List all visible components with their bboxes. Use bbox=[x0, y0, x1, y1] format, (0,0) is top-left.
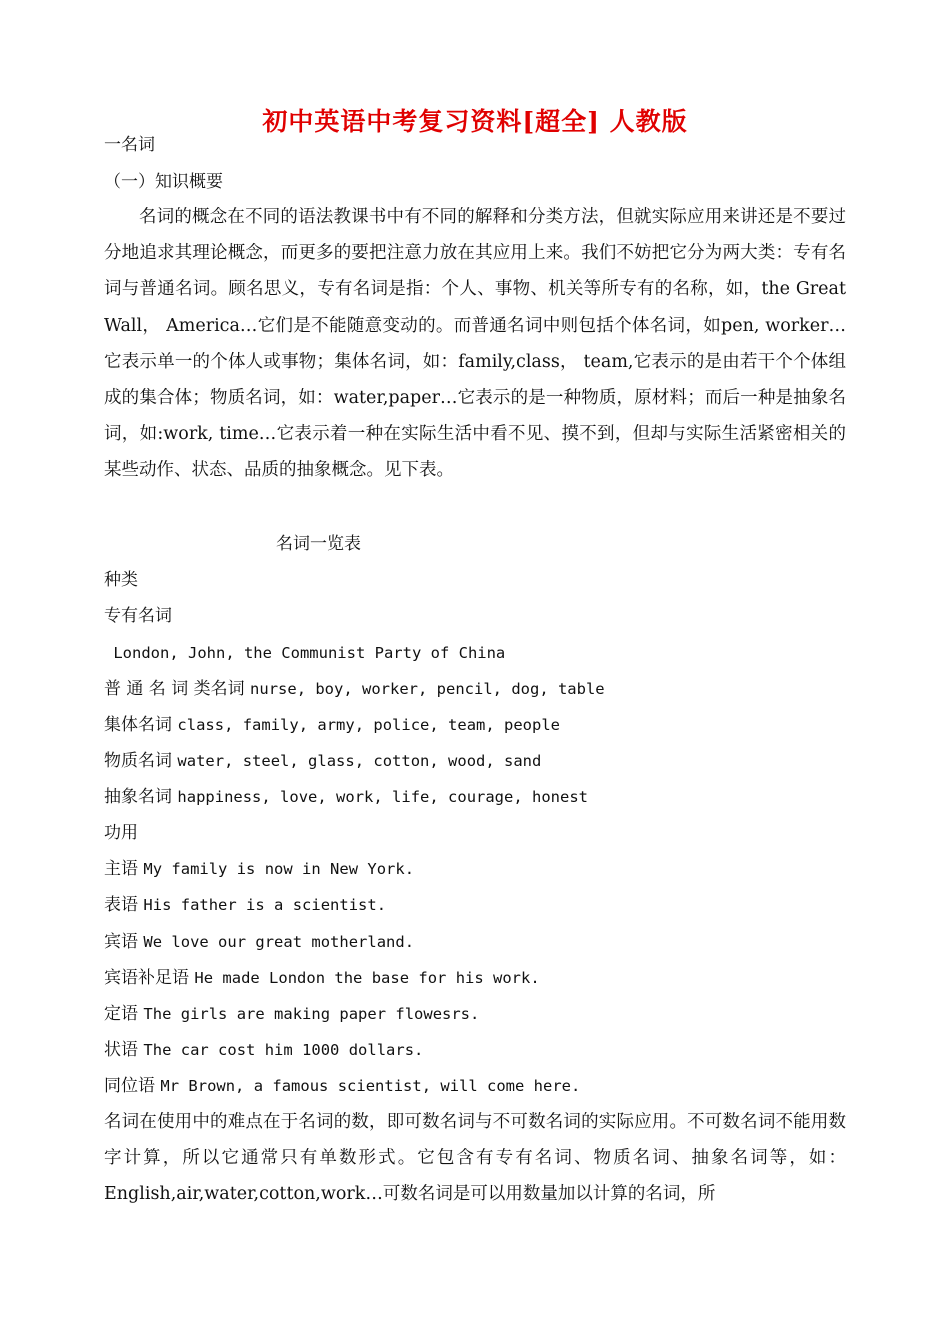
subsection-heading-overview: （一）知识概要 bbox=[104, 172, 223, 192]
proper-noun-label: 专有名词 bbox=[104, 606, 172, 626]
table-row bbox=[104, 932, 414, 952]
table-row bbox=[104, 787, 588, 807]
function-label: 宾语 bbox=[104, 932, 138, 952]
table-row bbox=[104, 1040, 423, 1060]
function-example: The girls are making paper flowesrs. bbox=[143, 1005, 480, 1023]
noun-kind-label: 普 通 名 词 类名词 bbox=[104, 679, 245, 699]
function-label: 主语 bbox=[104, 859, 138, 879]
noun-kind-label: 抽象名词 bbox=[104, 787, 172, 807]
function-label: 定语 bbox=[104, 1004, 138, 1024]
function-example: He made London the base for his work. bbox=[194, 969, 540, 987]
proper-noun-examples: London, John, the Communist Party of China bbox=[104, 644, 506, 662]
noun-kind-examples: happiness, love, work, life, courage, honest bbox=[177, 788, 589, 806]
table-caption: 名词一览表 bbox=[276, 534, 361, 554]
intro-paragraph: 名词的概念在不同的语法教课书中有不同的解释和分类方法，但就实际应用来讲还是不要过分地追求其理论概念，而更多的要把注意力放在其应用上来。我们不妨把它分为两大类：专有名词与普通名词。顾名思义，专有名词是指：个人、事物、机关等所专有的名称，如，the Great Wall， America…它们是不能随意变动的。而普通名词中则包括个体名词，如pen, worker…它表示单一的个体人或事物；集体名词，如：family,class， team,它表示的是由若干个个体组成的集合体；物质名词，如：water,paper…它表示的是一种物质，原材料；而后一种是抽象名词，如:work, time…它表示着一种在实际生活中看不见、摸不到，但却与实际生活紧密相关的某些动作、状态、品质的抽象概念。见下表。 bbox=[104, 207, 846, 481]
table-row bbox=[104, 1076, 580, 1096]
closing-paragraph: 名词在使用中的难点在于名词的数，即可数名词与不可数名词的实际应用。不可数名词不能用数字计算，所以它通常只有单数形式。它包含有专有名词、物质名词、抽象名词等，如：English,air,water,cotton,work…可数名词是可以用数量加以计算的名词，所 bbox=[104, 1112, 846, 1205]
kinds-header: 种类 bbox=[104, 570, 138, 590]
noun-kind-label: 物质名词 bbox=[104, 751, 172, 771]
table-row bbox=[104, 859, 414, 879]
function-example: Mr Brown, a famous scientist, will come here. bbox=[160, 1077, 581, 1095]
noun-kind-examples: class, family, army, police, team, people bbox=[177, 716, 561, 734]
function-header: 功用 bbox=[104, 823, 138, 843]
function-example: My family is now in New York. bbox=[143, 860, 415, 878]
table-row bbox=[104, 1004, 479, 1024]
table-row bbox=[104, 968, 540, 988]
table-row bbox=[104, 895, 386, 915]
table-row bbox=[104, 679, 605, 699]
function-example: The car cost him 1000 dollars. bbox=[143, 1041, 424, 1059]
function-label: 状语 bbox=[104, 1040, 138, 1060]
noun-kind-examples: nurse, boy, worker, pencil, dog, table bbox=[250, 680, 605, 698]
function-example: We love our great motherland. bbox=[143, 933, 415, 951]
function-label: 同位语 bbox=[104, 1076, 155, 1096]
function-example: His father is a scientist. bbox=[143, 896, 387, 914]
function-label: 宾语补足语 bbox=[104, 968, 189, 988]
noun-kind-label: 集体名词 bbox=[104, 715, 172, 735]
function-label: 表语 bbox=[104, 895, 138, 915]
section-heading-nouns: 一名词 bbox=[104, 135, 155, 155]
table-row bbox=[104, 715, 560, 735]
document-title: 初中英语中考复习资料[超全] 人教版 bbox=[262, 107, 688, 136]
noun-kind-examples: water, steel, glass, cotton, wood, sand bbox=[177, 752, 542, 770]
table-row bbox=[104, 751, 541, 771]
